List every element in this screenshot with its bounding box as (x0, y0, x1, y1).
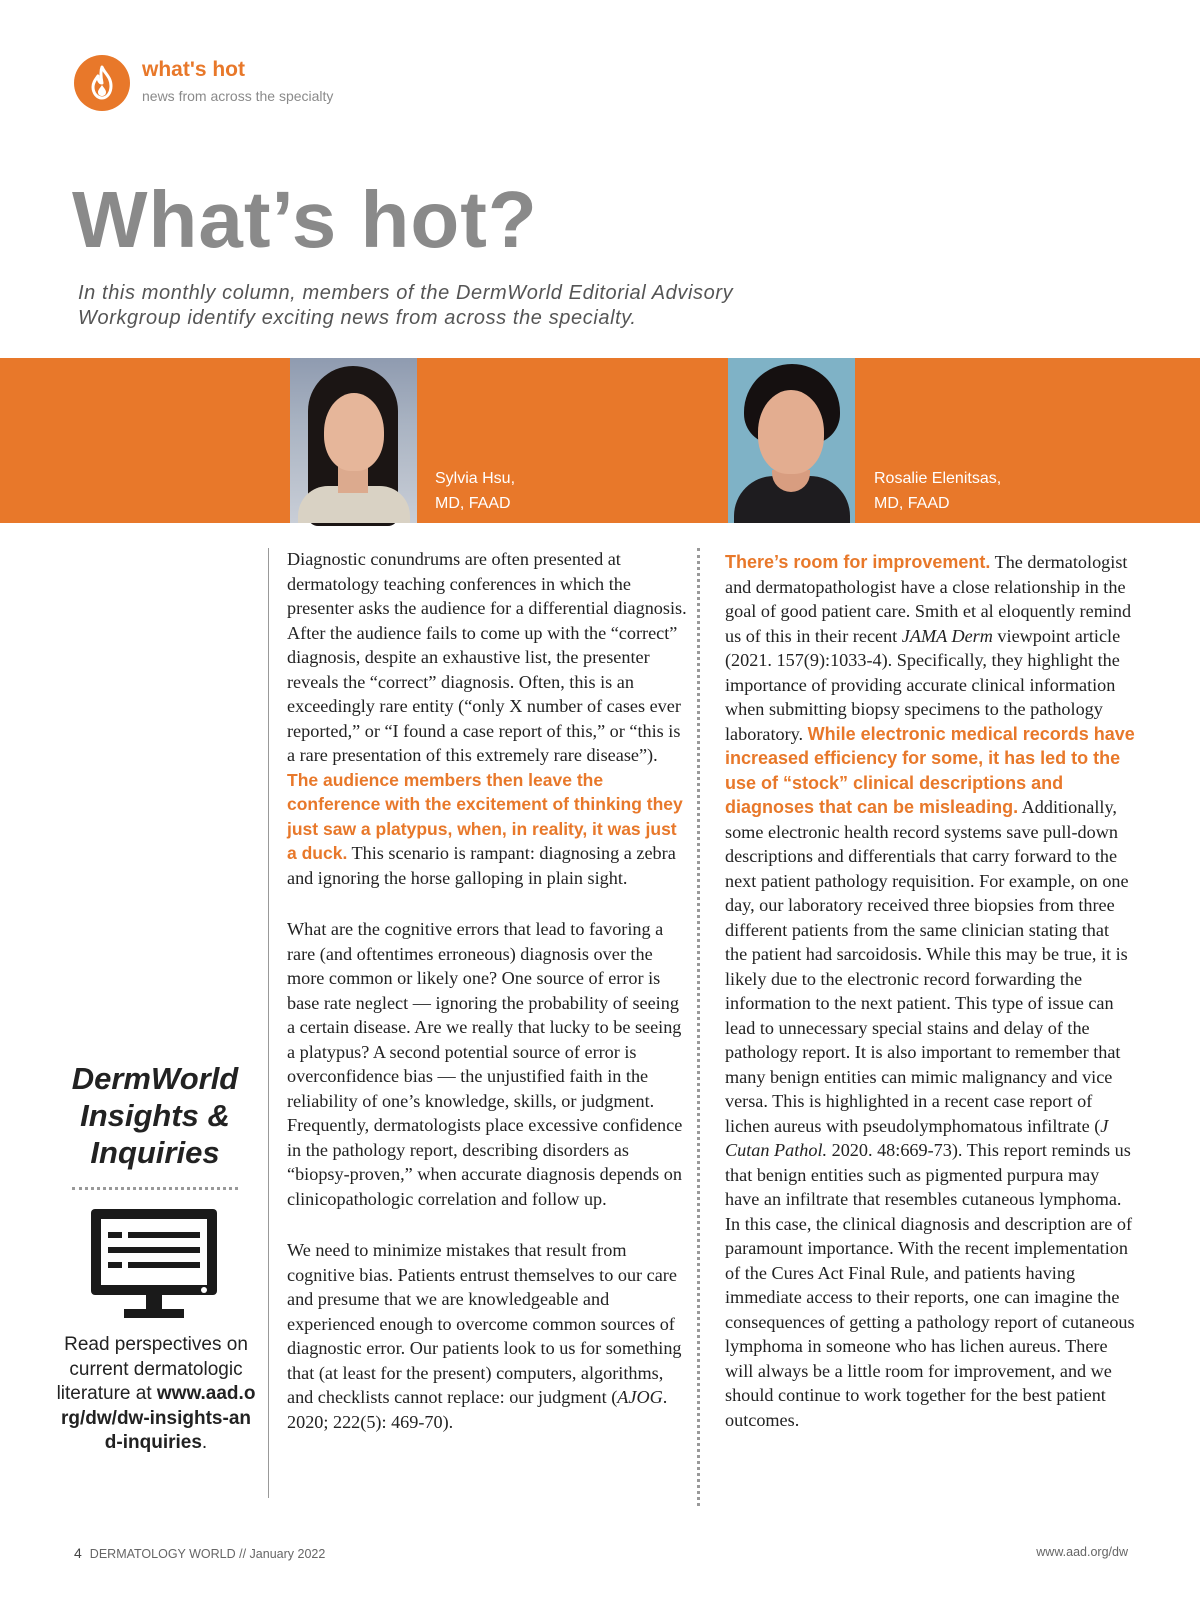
monitor-icon (88, 1206, 220, 1327)
sidebar-divider (72, 1187, 238, 1190)
author-band (0, 358, 1200, 523)
sidebar-link[interactable]: www.aad.org/dw/dw-insights-and-inquiries (61, 1383, 256, 1453)
author-photo-elenitsas (728, 358, 855, 523)
sidebar-text: Read perspectives on current dermatologic literature at www.aad.org/dw/dw-insights-and-inquiries. (56, 1334, 256, 1453)
intro-text: In this monthly column, members of the DermWorld Editorial Advisory Workgroup identify exciting news from across the specialty. (78, 282, 734, 329)
article-column-2 (725, 550, 1135, 1459)
footer-publication: 4 DERMATOLOGY WORLD // January 2022 (74, 1545, 326, 1561)
paragraph: We need to minimize mistakes that result from cognitive bias. Patients entrust themselves to our care and presume that we are knowledgeable and experienced enough to overcome common sources of diagnostic error. Our patients look to us for something that (at least for the present) computers, algorithms, and checklists cannot replace: our judgment (AJOG. 2020; 222(5): 469-70). (287, 1240, 682, 1432)
section-title: what's hot (142, 58, 245, 81)
author-photo-hsu (290, 358, 417, 523)
section-subtitle: news from across the specialty (142, 88, 334, 104)
column-divider-dotted (697, 548, 700, 1506)
page-title: What’s hot? (72, 175, 538, 264)
column-divider (268, 548, 269, 1498)
article-column-1 (287, 547, 687, 1461)
author-name-elenitsas: Rosalie Elenitsas, MD, FAAD (874, 470, 1002, 512)
page-number: 4 (74, 1545, 82, 1561)
paragraph: Diagnostic conundrums are often presented at dermatology teaching conferences in which the presenter asks the audience for a differential diagnosis. After the audience fails to come up with the “correct” diagnosis, despite an exhaustive list, the presenter reveals the “correct” diagnosis. Often, this is an exceedingly rare entity (“only X number of cases ever reported,” or “I found a case report of this,” or “this is a rare presentation of this extremely rare disease”). The audience members then leave the conference with the excitement of thinking they just saw a platypus, when, in reality, it was just a duck. This scenario is rampant: diagnosing a zebra and ignoring the horse galloping in plain sight. (287, 549, 687, 888)
paragraph: What are the cognitive errors that lead to favoring a rare (and oftentimes erroneous) diagnosis over the more common or likely one? One source of error is base rate neglect — ignoring the probability of seeing a certain disease. Are we really that lucky to be seeing a platypus? A second potential source of error is overconfidence bias — the unjustified faith in the reliability of one’s knowledge, skills, or judgment. Frequently, dermatologists place excessive confidence in the pathology report, describing disorders as “biopsy-proven,” when accurate diagnosis depends on clinicopathologic correlation and follow up. (287, 919, 683, 1209)
pull-highlight: There’s room for improvement. (725, 552, 991, 572)
pull-highlight: While electronic medical records have increased efficiency for some, it has led to the use of “stock” clinical descriptions and diagnoses that can be misleading. (725, 723, 1135, 817)
footer-url[interactable]: www.aad.org/dw (1036, 1545, 1128, 1559)
author-name-hsu: Sylvia Hsu, MD, FAAD (435, 470, 516, 512)
paragraph: There’s room for improvement. The dermatologist and dermatopathologist have a close relationship in the goal of good patient care. Smith et al eloquently remind us of this in their recent JAMA Derm viewpoint article (2021. 157(9):1033-4). Specifically, they highlight the importance of providing accurate clinical information when submitting biopsy specimens to the pathology laboratory. While electronic medical records have increased efficiency for some, it has led to the use of “stock” clinical descriptions and diagnoses that can be misleading. Additionally, some electronic health record systems save pull-down descriptions and differentials that carry forward to the next patient pathology requisition. For example, on one day, our laboratory received three biopsies from three different patients from the same clinician stating that the patient had sarcoidosis. While this may be true, it is likely due to the electronic record forwarding the information to the next patient. This type of issue can lead to unnecessary special stains and delay of the pathology report. It is also important to remember that many benign entities can mimic malignancy and vice versa. This is highlighted in a recent case report of lichen aureus with pseudolymphomatous infiltrate (J Cutan Pathol. 2020. 48:669-73). This report reminds us that benign entities such as pigmented purpura may have an infiltrate that resembles cutaneous lymphoma. In this case, the clinical diagnosis and description are of paramount importance. With the recent implementation of the Cures Act Final Rule, and patients having immediate access to their reports, one can imagine the consequences of getting a pathology report of cutaneous lymphoma in someone who has lichen aureus. There will always be a little room for improvement, and we should continue to work together for the best patient outcomes. (725, 552, 1135, 1430)
flame-icon (74, 55, 130, 111)
pull-highlight: The audience members then leave the conference with the excitement of thinking they just saw a platypus, when, in reality, it was just a duck. (287, 769, 683, 863)
sidebar-title: DermWorld Insights & Inquiries (71, 1061, 239, 1170)
